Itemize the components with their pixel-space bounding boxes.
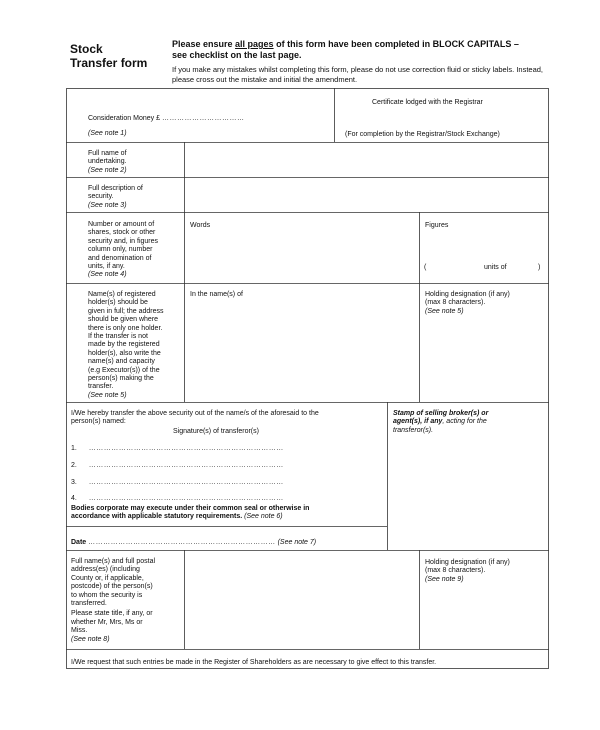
signature-line-1[interactable]: 1. ……………………………………………………………………: [71, 445, 284, 452]
figures-paren-close: ): [538, 264, 541, 271]
register-request: I/We request that such entries be made in the Register of Shareholders as are necessary to give effect to this transfer.: [71, 659, 437, 666]
figures-label: Figures: [425, 222, 449, 229]
words-field[interactable]: [186, 232, 418, 282]
transferee-label: Full name(s) and full postal address(es) (including County or, if applicable, postcode) of the person(s) to whom the security is transferred. Please state title, if any, or whether Mr, Mrs, Ms or Miss. (See note 8): [71, 558, 156, 643]
holders-label: Name(s) of registered holder(s) should be given in full; the address should be given where there is only one holder. If the transfer is not made by the registered holder(s), also write the name(s) and capacity (e.g Executor(s)) of the person(s) making the transfer. (See note 5): [88, 291, 164, 399]
registrar-note: (For completion by the Registrar/Stock Exchange): [345, 131, 500, 138]
transferee-field[interactable]: [186, 551, 418, 648]
holder-name-field[interactable]: [186, 302, 418, 401]
signature-line-2[interactable]: 2. ……………………………………………………………………: [71, 462, 284, 469]
figures-paren-open: (: [424, 264, 427, 271]
signature-line-3[interactable]: 3. ……………………………………………………………………: [71, 479, 284, 486]
signature-label: Signature(s) of transferor(s): [173, 428, 259, 435]
instructions-note: If you make any mistakes whilst completing this form, please do not use correction fluid or sticky labels. Instead, please cross out the mistake and initial the amendment.: [172, 65, 544, 84]
stamp-label: Stamp of selling broker(s) or agent(s), if any, acting for the transferor(s).: [393, 410, 489, 434]
amount-label: Number or amount of shares, stock or other security and, in figures column only, number and denomination of units, if any. (See note 4): [88, 221, 159, 279]
undertaking-field[interactable]: [186, 143, 548, 177]
form-title: Stock Transfer form: [70, 42, 148, 70]
note-1: (See note 1): [88, 130, 127, 137]
registrar-certificate-label: Certificate lodged with the Registrar: [372, 99, 483, 106]
undertaking-label: Full name of undertaking. (See note 2): [88, 150, 127, 174]
corporate-note: Bodies corporate may execute under their common seal or otherwise in accordance with applicable statutory requirements. (See note 6): [71, 505, 310, 521]
transfer-declaration: I/We hereby transfer the above security out of the name/s of the aforesaid to the person(s) named:: [71, 410, 319, 426]
instructions: Please ensure all pages of this form have been completed in BLOCK CAPITALS – see checklist on the last page. If you make any mistakes whilst completing this form, please do not use correction fluid or sticky labels. Instead, please cross out the mistake and initial the amendment.: [172, 39, 550, 84]
signature-line-4[interactable]: 4. ……………………………………………………………………: [71, 495, 284, 502]
consideration-label: Consideration Money £ ……………………………: [88, 115, 245, 122]
date-row[interactable]: Date ………………………………………………………………… (See note 7): [71, 539, 317, 546]
in-name-label: In the name(s) of: [190, 291, 243, 298]
security-field[interactable]: [186, 178, 548, 212]
words-label: Words: [190, 222, 211, 229]
security-label: Full description of security. (See note 3): [88, 185, 143, 209]
holding-designation-label: Holding designation (if any) (max 8 characters). (See note 5): [425, 291, 510, 315]
units-of-label: units of: [484, 264, 507, 271]
transferee-holding-label: Holding designation (if any) (max 8 characters). (See note 9): [425, 559, 510, 583]
